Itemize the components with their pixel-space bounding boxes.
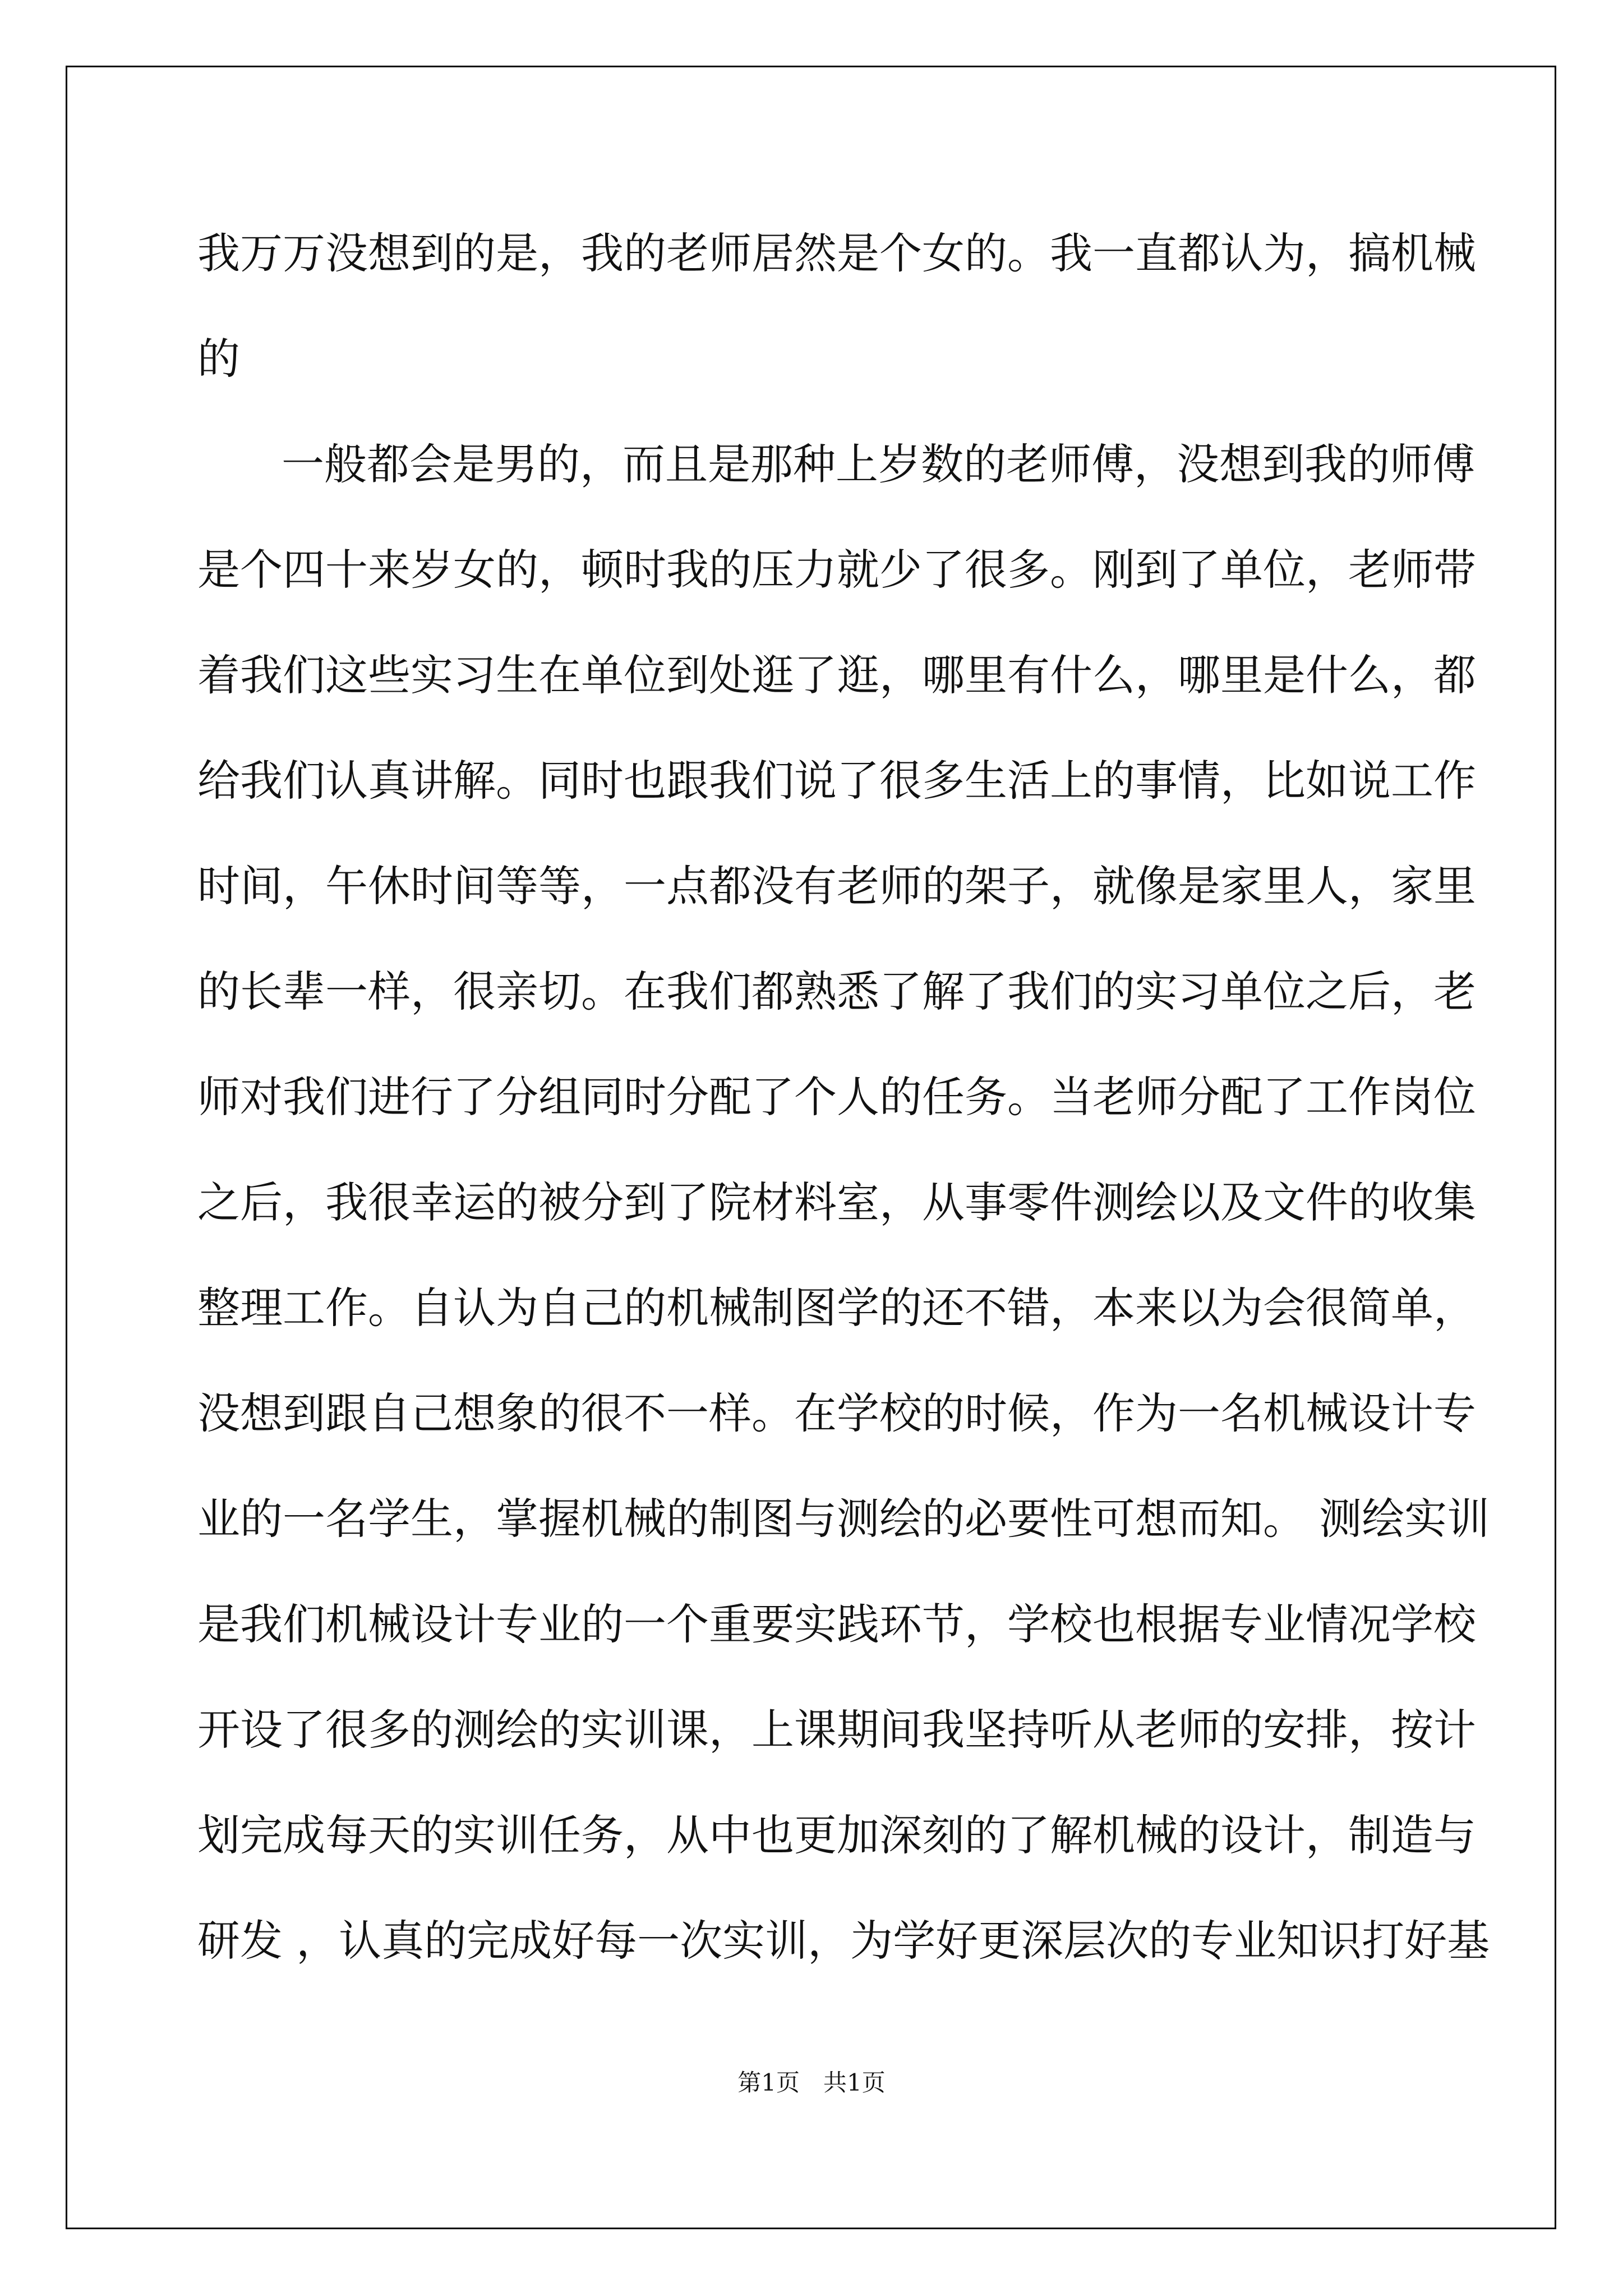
text-line: 的 xyxy=(197,334,240,384)
text-line: 整理工作。自认为自己的机械制图学的还不错，本来以为会很简单， xyxy=(197,1283,1476,1333)
text-line: 的长辈一样，很亲切。在我们都熟悉了解了我们的实习单位之后，老 xyxy=(197,967,1476,1016)
text-line: 业的一名学生，掌握机械的制图与测绘的必要性可想而知。 测绘实训 xyxy=(197,1494,1490,1544)
text-line: 师对我们进行了分组同时分配了个人的任务。当老师分配了工作岗位 xyxy=(197,1072,1476,1122)
paragraph-first-line: 一般都会是男的，而且是那种上岁数的老师傅，没想到我的师傅 xyxy=(282,439,1475,489)
text-line: 没想到跟自己想象的很不一样。在学校的时候，作为一名机械设计专 xyxy=(197,1388,1476,1438)
text-line: 之后，我很幸运的被分到了院材料室，从事零件测绘以及文件的收集 xyxy=(197,1177,1476,1227)
text-line: 我万万没想到的是，我的老师居然是个女的。我一直都认为，搞机械 xyxy=(197,228,1476,278)
text-line: 时间，午休时间等等，一点都没有老师的架子，就像是家里人，家里 xyxy=(197,861,1476,911)
page-border xyxy=(66,66,1556,2229)
text-line: 是我们机械设计专业的一个重要实践环节，学校也根据专业情况学校 xyxy=(197,1599,1476,1649)
text-line: 开设了很多的测绘的实训课，上课期间我坚持听从老师的安排，按计 xyxy=(197,1705,1476,1755)
text-line: 是个四十来岁女的，顿时我的压力就少了很多。刚到了单位，老师带 xyxy=(197,545,1476,595)
text-line: 划完成每天的实训任务，从中也更加深刻的了解机械的设计，制造与 xyxy=(197,1810,1476,1860)
text-line: 研发 ，认真的完成好每一次实训，为学好更深层次的专业知识打好基 xyxy=(197,1916,1490,1966)
page-footer: 第1页 共1页 xyxy=(737,2069,886,2096)
text-line: 给我们认真讲解。同时也跟我们说了很多生活上的事情，比如说工作 xyxy=(197,756,1476,806)
text-line: 着我们这些实习生在单位到处逛了逛，哪里有什么，哪里是什么，都 xyxy=(197,650,1476,700)
